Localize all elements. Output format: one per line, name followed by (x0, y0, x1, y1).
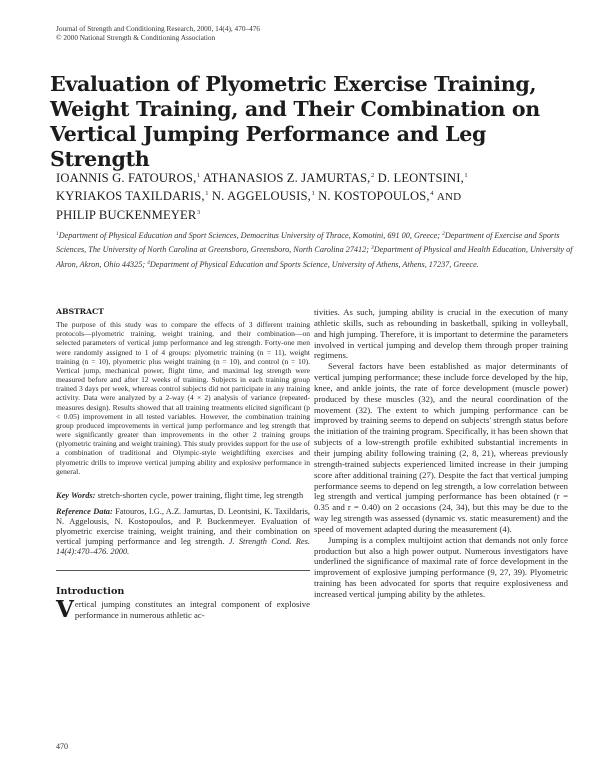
affiliation-text: Department of Exercise and Sports Sciences, The University of North Carolina at Greensboro, Greensboro, North Carolina 27412; (56, 231, 560, 255)
reference-data-label: Reference Data: (56, 506, 113, 516)
journal-citation: Journal of Strength and Conditioning Research, 2000, 14(4), 470–476 (56, 24, 261, 33)
affiliation-text: Department of Physical Education and Sports Science, University of Athens, Athens, 17237, Greece. (149, 259, 479, 269)
affiliation-number: 2 (442, 231, 445, 237)
affiliation-marker: 2 (370, 172, 375, 179)
affiliation-number: 3 (370, 245, 374, 252)
reference-data (56, 507, 310, 557)
author-name: KYRIAKOS TAXILDARIS, (56, 189, 205, 203)
affiliation-text: Department of Physical and Health Education, University of Akron, Akron, Ohio 44325; (56, 245, 573, 269)
abstract-text: The purpose of this study was to compare the effects of 3 different training protocols—plyometric training, weight training, and their combination—on selected parameters of vertical jump performance and leg strength. Forty-one men were randomly assigned to 1 of 4 groups: plyometric training (n = 11), weight training (n = 10), plyometric plus weight training (n = 10), and control (n = 10). Vertical jump, mechanical power, flight time, and maximal leg strength were measured before and after 12 weeks of training. Subjects in each training group trained 3 days per week, whereas control subjects did not participate in any training activity. Data were analyzed by a 2-way (4 × 2) analysis of variance (repeated-measures design). Results showed that all training treatments elicited significant (p < 0.05) improvement in all tested variables. However, the combination training group produced improvements in vertical jump performance and leg strength that were significantly greater than improvements in the other 2 training groups (plyometric training and weight training). This study provides support for the use of a combination of traditional and Olympic-style weightlifting exercises and plyometric drills to improve vertical jumping ability and explosive performance in general. (56, 320, 310, 476)
author-name: ATHANASIOS Z. JAMURTAS, (202, 171, 371, 185)
affiliation-number: 1 (56, 231, 59, 237)
section-divider (56, 570, 310, 571)
body-paragraph: Jumping is a complex multijoint action that demands not only force production but also a high power output. Numerous investigators have underlined the significance of maximal rate of force development in the improvement of explosive jumping performance (9, 27, 39). Plyometric training has been advocated for sports that require explosiveness and increased vertical jumping ability by the athletes. (314, 534, 568, 599)
author-line-1 (56, 168, 576, 186)
affiliation-number: 4 (147, 259, 150, 266)
affiliation-marker: 1 (464, 172, 468, 179)
abstract-heading: ABSTRACT (56, 307, 104, 316)
affiliation-text: Department of Physical Education and Sport Sciences, Democritus University of Thrace, Komotini, 691 00, Greece; (58, 231, 443, 240)
author-line-3 (56, 205, 576, 223)
key-words-label: Key Words: (56, 490, 96, 500)
body-paragraph: Several factors have been established as major determinants of vertical jumping performance; these include force developed by the hip, knee, and ankle joints, the rate of force development (muscle power) produced by these muscles (32), and the neural coordination of the movement (32). The extent to which jumping performance can be improved by training seems to depend on subjects' strength status before the initiation of the training program. Specifically, it has been shown that subjects of a low-strength profile exhibited substantial increments in their jumping ability following training (2, 8, 21), whereas previously strength-trained subjects experienced limited increase in their jumping score after additional training (27). Despite the fact that vertical jumping performance seems to depend on leg strength, a low correlation between leg strength and vertical jumping performance has been obtained (r = 0.35 and r = 0.40) on 2 occasions (24, 34), but this may be due to the way leg strength was assessed (dynamic vs. static measurement) and the speed of movement adapted during the measurement (4). (314, 361, 568, 534)
copyright-line: © 2000 National Strength & Conditioning Association (56, 33, 216, 42)
key-words-text: stretch-shorten cycle, power training, flight time, leg strength (95, 490, 304, 500)
introduction-heading: Introduction (56, 585, 125, 597)
introduction-text: ertical jumping constitutes an integral component of explosive performance in numerous athletic ac- (74, 598, 310, 620)
author-name: N. KOSTOPOULOS, (318, 189, 430, 203)
left-column (56, 307, 310, 621)
affiliation-marker: 1 (196, 172, 201, 179)
affiliation-marker: 4 (430, 190, 434, 197)
key-words (56, 491, 310, 501)
journal-header (56, 24, 260, 42)
drop-cap: V (56, 595, 74, 623)
affiliations (56, 228, 576, 271)
page-number: 470 (56, 742, 68, 751)
affiliation-marker: 1 (311, 190, 315, 197)
paper-title: Evaluation of Plyometric Exercise Training, Weight Training, and Their Combination on Vertical Jumping Performance and Leg Strength (50, 72, 540, 171)
authors-and: AND (436, 191, 462, 203)
author-name: PHILIP BUCKENMEYER (56, 208, 197, 222)
reference-journal: J. Strength Cond. Res. 14(4):470–476. 2000. (56, 536, 310, 556)
introduction-first-paragraph (56, 595, 310, 623)
author-name: IOANNIS G. FATOUROS, (56, 171, 197, 185)
reference-data-text: Fatouros, I.G., A.Z. Jamurtas, D. Leontsini, K. Taxildaris, N. Aggelousis, N. Kostopoulos, and P. Buckenmeyer. Evaluation of plyometric exercise training, weight training, and their combination on vertical jumping performance and leg strength. (56, 506, 310, 546)
author-name: N. AGGELOUSIS, (211, 189, 311, 203)
affiliation-marker: 1 (205, 190, 209, 197)
author-line-2 (56, 186, 576, 205)
affiliation-marker: 3 (196, 209, 201, 216)
author-list (56, 168, 576, 223)
body-paragraph: tivities. As such, jumping ability is crucial in the execution of many athletic skills, such as rebounding in basketball, spiking in volleyball, and high jumping. Therefore, it is important to determine the parameters involved in vertical jumping and develop them through proper training regimens. (314, 307, 568, 361)
author-name: D. LEONTSINI, (377, 171, 464, 185)
right-column (314, 307, 568, 600)
